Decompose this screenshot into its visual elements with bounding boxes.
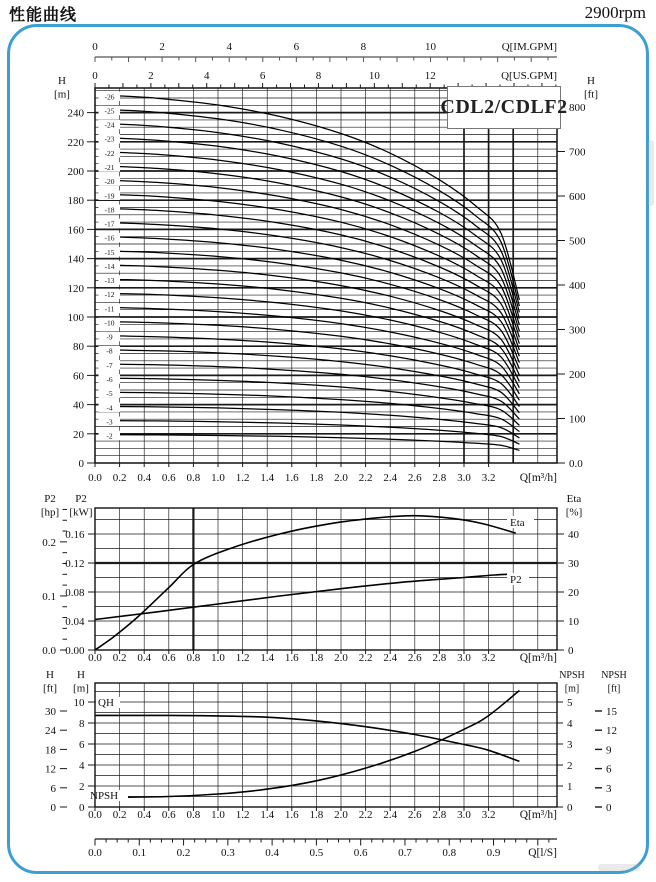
ls-axis-unit: Q[l/S] bbox=[528, 847, 557, 859]
stage-label: -15 bbox=[104, 247, 115, 257]
h-m-tick: 2 bbox=[79, 781, 85, 793]
eta-tick: 40 bbox=[568, 529, 579, 541]
y-left-tick: 140 bbox=[67, 253, 84, 266]
axis-header: [m] bbox=[564, 683, 580, 695]
x-tick: 2.2 bbox=[358, 472, 373, 484]
x-tick: 2.8 bbox=[432, 472, 447, 484]
pump-curve-stage-24 bbox=[111, 124, 519, 312]
im-gpm-tick: 8 bbox=[360, 41, 367, 53]
stage-label: -12 bbox=[104, 290, 115, 300]
us-gpm-tick: 0 bbox=[92, 70, 98, 82]
h-ft-tick: 12 bbox=[45, 763, 56, 776]
stage-label: -20 bbox=[104, 177, 115, 187]
x-tick: 2.8 bbox=[432, 652, 447, 664]
axis-header: H bbox=[587, 75, 595, 87]
x-tick: 2.0 bbox=[334, 472, 348, 484]
x-tick: 0.0 bbox=[88, 472, 102, 484]
axis-header: [m] bbox=[73, 682, 89, 695]
npsh-m-tick: 3 bbox=[567, 739, 573, 751]
x-tick: 2.2 bbox=[358, 809, 373, 821]
us-gpm-tick: 4 bbox=[203, 70, 210, 82]
x-tick: 2.0 bbox=[334, 809, 348, 821]
pump-curve-stage-3 bbox=[111, 421, 519, 445]
x-tick: 0.2 bbox=[112, 809, 127, 821]
us-gpm-unit: Q[US.GPM] bbox=[501, 70, 557, 82]
stage-label: -10 bbox=[104, 318, 115, 328]
ls-tick: 0.9 bbox=[486, 847, 501, 859]
y-left-tick: 20 bbox=[73, 428, 84, 441]
eta-tick: 0 bbox=[568, 645, 574, 657]
y-left-tick: 100 bbox=[67, 312, 84, 324]
x-tick: 1.4 bbox=[260, 652, 275, 664]
plot-border bbox=[95, 683, 557, 807]
im-gpm-tick: 2 bbox=[159, 41, 165, 53]
axis-header: [kW] bbox=[69, 506, 93, 519]
x-tick: 1.0 bbox=[211, 652, 225, 664]
ls-tick: 0.3 bbox=[220, 847, 235, 859]
plot-border bbox=[95, 508, 557, 650]
h-ft-tick: 18 bbox=[45, 744, 56, 757]
pump-curve-stage-6 bbox=[111, 378, 519, 425]
h-m-tick: 0 bbox=[79, 802, 85, 814]
npsh-ft-tick: 6 bbox=[606, 763, 612, 776]
stage-label: -11 bbox=[104, 304, 115, 314]
stage-label: -16 bbox=[104, 233, 115, 243]
watermark-smudge-right bbox=[648, 140, 654, 206]
qh-curve-label: QH bbox=[98, 697, 114, 709]
y-left-tick: 120 bbox=[67, 282, 84, 295]
x-tick: 3.2 bbox=[481, 809, 496, 821]
npsh-m-tick: 0 bbox=[567, 802, 573, 814]
x-tick: 0.2 bbox=[112, 652, 127, 664]
pump-curve-stage-25 bbox=[111, 110, 519, 306]
x-tick: 3.2 bbox=[481, 472, 496, 484]
x-tick: 1.8 bbox=[309, 652, 324, 664]
x-tick: 2.2 bbox=[358, 652, 373, 664]
stage-label: -24 bbox=[104, 120, 115, 130]
x-tick: 0.6 bbox=[161, 809, 176, 821]
pump-curve-stage-12 bbox=[111, 293, 519, 387]
axis-header: P2 bbox=[75, 493, 87, 505]
ls-tick: 0.2 bbox=[176, 847, 191, 859]
pump-curve-stage-23 bbox=[111, 138, 519, 319]
x-tick: 1.4 bbox=[260, 472, 275, 484]
ls-tick: 0.0 bbox=[88, 847, 102, 859]
im-gpm-tick: 4 bbox=[226, 41, 232, 53]
y-right-tick: 700 bbox=[569, 146, 586, 159]
x-axis-unit: Q[m³/h] bbox=[519, 809, 557, 821]
kw-tick: 0.04 bbox=[65, 616, 85, 628]
x-tick: 2.4 bbox=[383, 652, 398, 664]
pump-curve-stage-19 bbox=[111, 195, 519, 344]
axis-header: [ft] bbox=[583, 88, 599, 101]
ls-tick: 0.1 bbox=[132, 847, 147, 859]
us-gpm-tick: 6 bbox=[259, 70, 266, 82]
ls-tick: 0.4 bbox=[265, 847, 279, 859]
y-left-tick: 0 bbox=[78, 458, 84, 470]
x-tick: 2.6 bbox=[407, 472, 422, 484]
axis-header: NPSH bbox=[601, 670, 627, 681]
x-axis-unit: Q[m³/h] bbox=[519, 472, 557, 484]
x-tick: 1.8 bbox=[309, 472, 324, 484]
power-chart bbox=[41, 493, 582, 664]
x-tick: 0.0 bbox=[88, 809, 102, 821]
x-tick: 3.0 bbox=[457, 652, 471, 664]
stage-label: -5 bbox=[106, 389, 113, 399]
hp-tick: 0.2 bbox=[42, 536, 56, 549]
x-tick: 1.0 bbox=[211, 809, 225, 821]
curve-eta bbox=[95, 516, 516, 650]
im-gpm-tick: 0 bbox=[92, 41, 98, 53]
y-right-tick: 200 bbox=[569, 368, 586, 381]
y-right-tick: 300 bbox=[569, 324, 586, 337]
x-tick: 0.4 bbox=[137, 652, 152, 664]
x-tick: 2.6 bbox=[407, 809, 422, 821]
h-ft-tick: 6 bbox=[50, 782, 56, 795]
eta-tick: 30 bbox=[568, 558, 579, 570]
im-gpm-tick: 10 bbox=[425, 41, 437, 53]
x-tick: 1.2 bbox=[235, 809, 250, 821]
axis-header: H bbox=[58, 75, 66, 87]
y-left-tick: 160 bbox=[67, 224, 84, 237]
axis-header: Eta bbox=[566, 493, 582, 505]
ls-tick: 0.7 bbox=[398, 847, 412, 859]
ls-tick: 0.6 bbox=[353, 847, 368, 859]
h-ft-tick: 24 bbox=[45, 725, 56, 738]
npsh-curve-label: NPSH bbox=[90, 790, 119, 802]
h-ft-tick: 0 bbox=[50, 802, 56, 814]
npsh-ft-tick: 9 bbox=[606, 744, 612, 757]
x-tick: 2.4 bbox=[383, 809, 398, 821]
x-tick: 0.2 bbox=[112, 472, 127, 484]
x-tick: 0.6 bbox=[161, 472, 176, 484]
npsh-ft-tick: 15 bbox=[606, 705, 617, 718]
h-m-tick: 4 bbox=[79, 760, 85, 772]
eta-tick: 10 bbox=[568, 616, 579, 628]
y-left-tick: 40 bbox=[73, 399, 84, 412]
y-left-tick: 220 bbox=[67, 136, 84, 149]
x-tick: 1.6 bbox=[284, 472, 299, 484]
us-gpm-tick: 8 bbox=[315, 70, 322, 82]
x-tick: 1.2 bbox=[235, 652, 250, 664]
stage-label: -14 bbox=[104, 261, 115, 271]
y-right-tick: 0.0 bbox=[569, 458, 583, 470]
axis-header: P2 bbox=[44, 493, 56, 505]
axis-header: [hp] bbox=[40, 506, 60, 519]
axis-header: [%] bbox=[565, 506, 583, 519]
pump-curve-stage-17 bbox=[111, 223, 519, 357]
ls-tick: 0.8 bbox=[442, 847, 457, 859]
stage-label: -25 bbox=[104, 106, 115, 116]
eta-tick: 20 bbox=[568, 587, 579, 599]
eta-curve-label: Eta bbox=[510, 517, 525, 529]
x-tick: 0.4 bbox=[137, 472, 152, 484]
axis-header: H bbox=[77, 669, 85, 681]
y-right-tick: 500 bbox=[569, 235, 586, 248]
npsh-m-tick: 5 bbox=[567, 697, 573, 709]
npsh-chart bbox=[43, 669, 627, 859]
stage-label: -19 bbox=[104, 191, 115, 201]
npsh-ft-tick: 3 bbox=[606, 782, 612, 795]
us-gpm-tick: 12 bbox=[424, 70, 436, 82]
stage-label: -23 bbox=[104, 134, 115, 144]
stage-label: -3 bbox=[106, 417, 113, 427]
x-tick: 1.8 bbox=[309, 809, 324, 821]
stage-label: -2 bbox=[106, 431, 113, 441]
axis-header: NPSH bbox=[559, 670, 585, 681]
watermark-smudge-bottom bbox=[598, 864, 640, 871]
rpm-label: 2900rpm bbox=[584, 3, 646, 22]
stage-label: -21 bbox=[104, 163, 115, 173]
x-tick: 3.0 bbox=[457, 809, 471, 821]
x-tick: 0.8 bbox=[186, 652, 201, 664]
x-tick: 0.0 bbox=[88, 652, 102, 664]
npsh-m-tick: 1 bbox=[567, 781, 573, 793]
x-tick: 2.4 bbox=[383, 472, 398, 484]
axis-header: [m] bbox=[54, 88, 70, 101]
y-left-tick: 80 bbox=[73, 341, 84, 354]
kw-tick: 0.16 bbox=[65, 529, 85, 541]
x-tick: 1.2 bbox=[235, 472, 250, 484]
pump-curve-stage-2 bbox=[111, 435, 519, 451]
h-m-tick: 10 bbox=[73, 697, 85, 709]
curve-p2 bbox=[95, 574, 516, 620]
x-tick: 3.2 bbox=[481, 652, 496, 664]
p2-curve-label: P2 bbox=[510, 574, 522, 586]
x-tick: 2.0 bbox=[334, 652, 348, 664]
pump-curve-stage-13 bbox=[111, 279, 519, 381]
im-gpm-unit: Q[IM.GPM] bbox=[501, 41, 557, 53]
hp-tick: 0.1 bbox=[42, 590, 56, 603]
axis-header: [ft] bbox=[607, 683, 621, 695]
x-tick: 1.6 bbox=[284, 652, 299, 664]
us-gpm-tick: 10 bbox=[368, 70, 380, 82]
x-tick: 0.6 bbox=[161, 652, 176, 664]
stage-label: -26 bbox=[104, 92, 115, 102]
h-m-tick: 6 bbox=[79, 739, 85, 751]
hp-tick: 0.0 bbox=[42, 645, 56, 657]
y-left-tick: 60 bbox=[73, 370, 84, 383]
stage-label: -9 bbox=[106, 332, 113, 342]
x-tick: 1.0 bbox=[211, 472, 225, 484]
x-tick: 1.4 bbox=[260, 809, 275, 821]
npsh-m-tick: 4 bbox=[567, 718, 573, 730]
kw-tick: 0.12 bbox=[65, 558, 85, 570]
y-right-tick: 800 bbox=[569, 101, 586, 114]
us-gpm-tick: 2 bbox=[148, 70, 154, 82]
axis-header: [ft] bbox=[42, 682, 58, 695]
stage-label: -7 bbox=[106, 360, 113, 370]
model-badge: CDL2/CDLF2 bbox=[447, 86, 561, 129]
x-tick: 3.0 bbox=[457, 472, 471, 484]
h-m-tick: 8 bbox=[79, 718, 85, 730]
y-right-tick: 600 bbox=[569, 190, 586, 203]
y-left-tick: 240 bbox=[67, 107, 84, 120]
stage-label: -13 bbox=[104, 276, 115, 286]
x-tick: 0.8 bbox=[186, 472, 201, 484]
x-axis-unit: Q[m³/h] bbox=[519, 652, 557, 664]
y-left-tick: 180 bbox=[67, 195, 84, 208]
page-title: 性能曲线 bbox=[9, 5, 78, 24]
stage-label: -22 bbox=[104, 148, 115, 158]
x-tick: 0.8 bbox=[186, 809, 201, 821]
npsh-m-tick: 2 bbox=[567, 760, 573, 772]
x-tick: 2.6 bbox=[407, 652, 422, 664]
x-tick: 0.4 bbox=[137, 809, 152, 821]
y-right-tick: 100 bbox=[569, 413, 586, 426]
stage-label: -4 bbox=[106, 403, 113, 413]
stage-label: -6 bbox=[106, 375, 113, 385]
y-left-tick: 200 bbox=[67, 166, 84, 178]
h-ft-tick: 30 bbox=[45, 705, 56, 718]
kw-tick: 0.08 bbox=[65, 587, 85, 599]
stage-label: -18 bbox=[104, 205, 115, 215]
x-tick: 1.6 bbox=[284, 809, 299, 821]
ls-tick: 0.5 bbox=[309, 847, 324, 859]
npsh-ft-tick: 12 bbox=[606, 725, 617, 738]
y-right-tick: 400 bbox=[569, 279, 586, 292]
im-gpm-tick: 6 bbox=[293, 41, 300, 53]
kw-tick: 0.00 bbox=[65, 645, 85, 657]
stage-label: -17 bbox=[104, 219, 115, 229]
x-tick: 2.8 bbox=[432, 809, 447, 821]
stage-label: -8 bbox=[106, 346, 113, 356]
npsh-ft-tick: 0 bbox=[606, 802, 612, 814]
axis-header: H bbox=[46, 669, 54, 681]
pump-curve-stage-16 bbox=[111, 237, 519, 363]
